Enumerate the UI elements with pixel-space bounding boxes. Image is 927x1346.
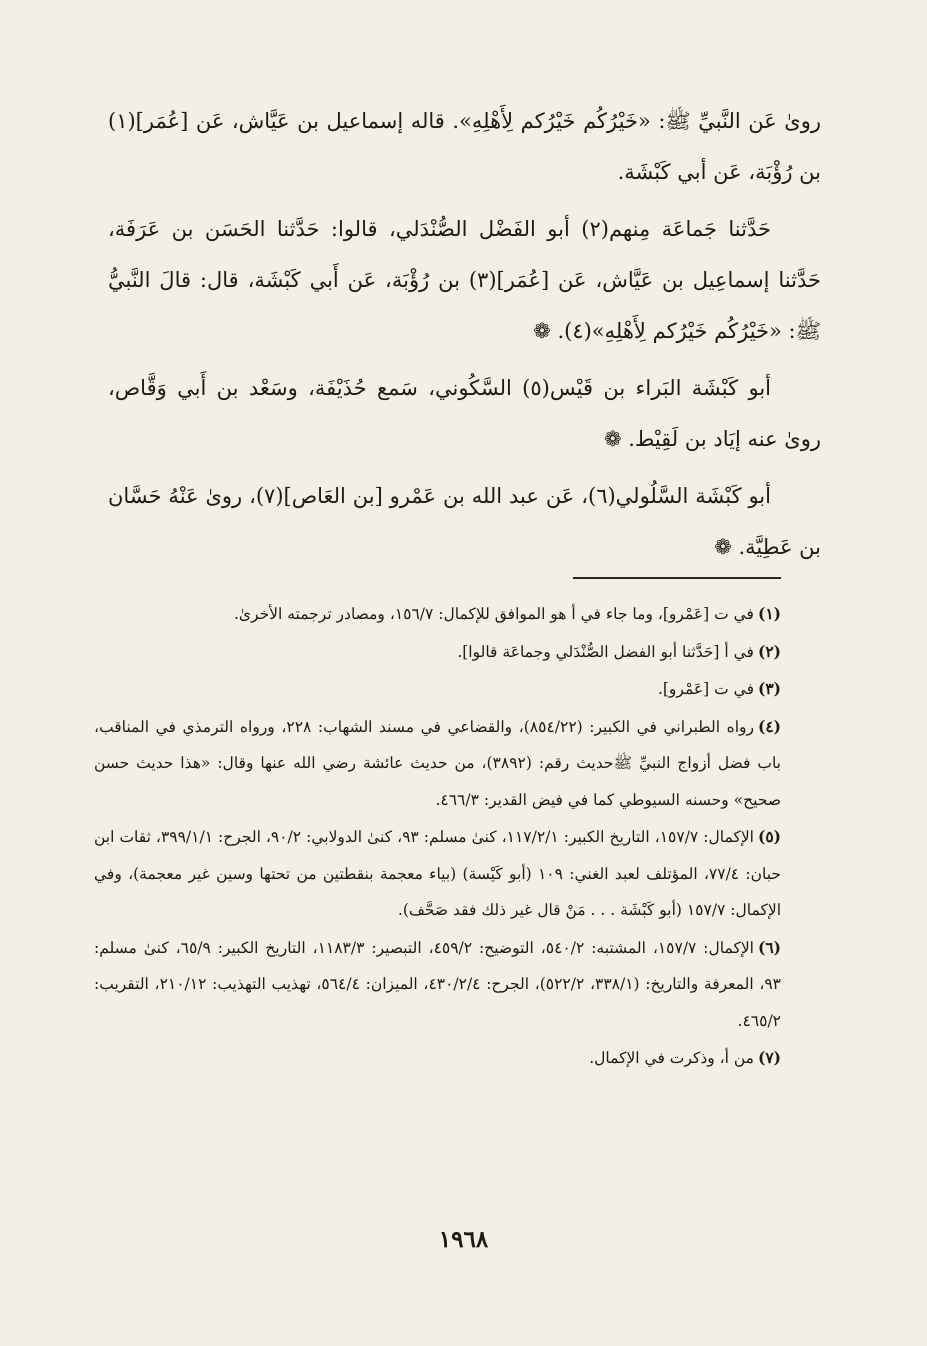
- footnote-text: الإكمال: ١٥٧/٧، التاريخ الكبير: ١١٧/٢/١، كنىٰ مسلم: ٩٣، كنىٰ الدولابي: ٩٠/٢، الجرح: ٣٩٩/١/١، ثقات ابن حبان: ٧٧/٤، المؤتلف لعبد الغني: ١٠٩ (أبو كَيْسة) (بياء معجمة بنقطتين من تحتها وسين غير معجمة)، وفي الإكمال: ١٥٧/٧ (أبو كَبْشَة . . . مَنْ قال غير ذلك فقد صَحَّف).: [94, 828, 781, 919]
- footnote-number: (٧): [757, 1048, 781, 1067]
- footnote-number: (٤): [757, 716, 781, 736]
- footnote-4: [94, 709, 781, 819]
- footnote-number: (٣): [757, 679, 781, 698]
- footnote-7: [94, 1040, 781, 1077]
- paragraph-abu-kabsha-saluli: أبو كَبْشَة السَّلُولي(٦)، عَن عبد الله بن عَمْرو [بن العَاص](٧)، روىٰ عَنْهُ حَسَّان بن عَطِيَّة. ❁: [108, 484, 821, 559]
- footnote-2: [94, 634, 781, 671]
- footnote-text: رواه الطبراني في الكبير: (٨٥٤/٢٢)، والقضاعي في مسند الشهاب: ٢٢٨، ورواه الترمذي في المناقب، باب فضل أزواج النبيِّ ﷺحديث رقم: (٣٨٩٢)، من حديث عائشة رضي الله عنها وقال: «هذا حديث حسن صحيح» وحسنه السيوطي كما في فيض القدير: ٤٦٦/٣.: [94, 717, 781, 809]
- footnote-5: [94, 819, 781, 929]
- footnote-1: [94, 596, 781, 633]
- footnote-text: في ت [عَمْرو].: [657, 680, 754, 698]
- footnote-3: [94, 671, 781, 708]
- paragraph-isnad: حَدَّثنا جَماعَة مِنهم(٢) أبو الفَضْل الصُّنْدَلي، قالوا: حَدَّثنا الحَسَن بن عَرَفَة، حَدَّثنا إسماعِيل بن عَيَّاش، عَن [عُمَر](٣) بن رُؤْبَة، عَن أَبي كَبْشَة، قال: قالَ النَّبيُّ ﷺ: «خَيْرُكُم خَيْرُكم لِأَهْلِهِ»(٤). ❁: [108, 217, 821, 343]
- footnote-6: [94, 930, 781, 1040]
- footnote-number: (٦): [758, 937, 782, 957]
- page-number: ١٩٦٨: [438, 1226, 489, 1253]
- footnote-text: في ت [عَمْرو]، وما جاء في أ هو الموافق للإكمال: ١٥٦/٧، ومصادر ترجمته الأخرىٰ.: [233, 605, 754, 623]
- footnotes: [94, 596, 781, 1078]
- paragraph-abu-kabsha-sakuni: أبو كَبْشَة البَراء بن قَيْس(٥) السَّكُوني، سَمع حُذَيْفَة، وسَعْد بن أَبي وَقَّاص، روىٰ عنه إيَاد بن لَقِيْط. ❁: [108, 376, 821, 451]
- main-text: [108, 96, 821, 579]
- footnote-number: (٢): [757, 641, 781, 661]
- footnote-number: (٥): [757, 827, 781, 846]
- footnote-text: الإكمال: ١٥٧/٧، المشتبه: ٥٤٠/٢، التوضيح: ٤٥٩/٢، التبصير: ١١٨٣/٣، التاريخ الكبير: ٦٥/٩، كنىٰ مسلم: ٩٣، المعرفة والتاريخ: (٣٣٨/١، ٥٢٢/٢)، الجرح: ٤٣٠/٢/٤، الميزان: ٥٦٤/٤، تهذيب التهذيب: ٢١٠/١٢، التقريب: ٤٦٥/٢.: [94, 938, 781, 1030]
- footnote-text: من أ، وذكرت في الإكمال.: [589, 1049, 754, 1067]
- footnote-separator: [573, 577, 781, 579]
- footnote-number: (١): [757, 604, 781, 623]
- footnote-text: في أ [حَدَّثنا أبو الفضل الصُّنْدَلي وجماعَة قالوا].: [457, 642, 754, 661]
- paragraph-hadith-narration: رویٰ عَن النَّبيِّ ﷺ: «خَيْرُكُم خَيْرُكم لِأَهْلِهِ». قاله إسماعيل بن عَيَّاش، عَن [عُمَر](١) بن رُؤْبَة، عَن أبي كَبْشَة.: [108, 109, 821, 184]
